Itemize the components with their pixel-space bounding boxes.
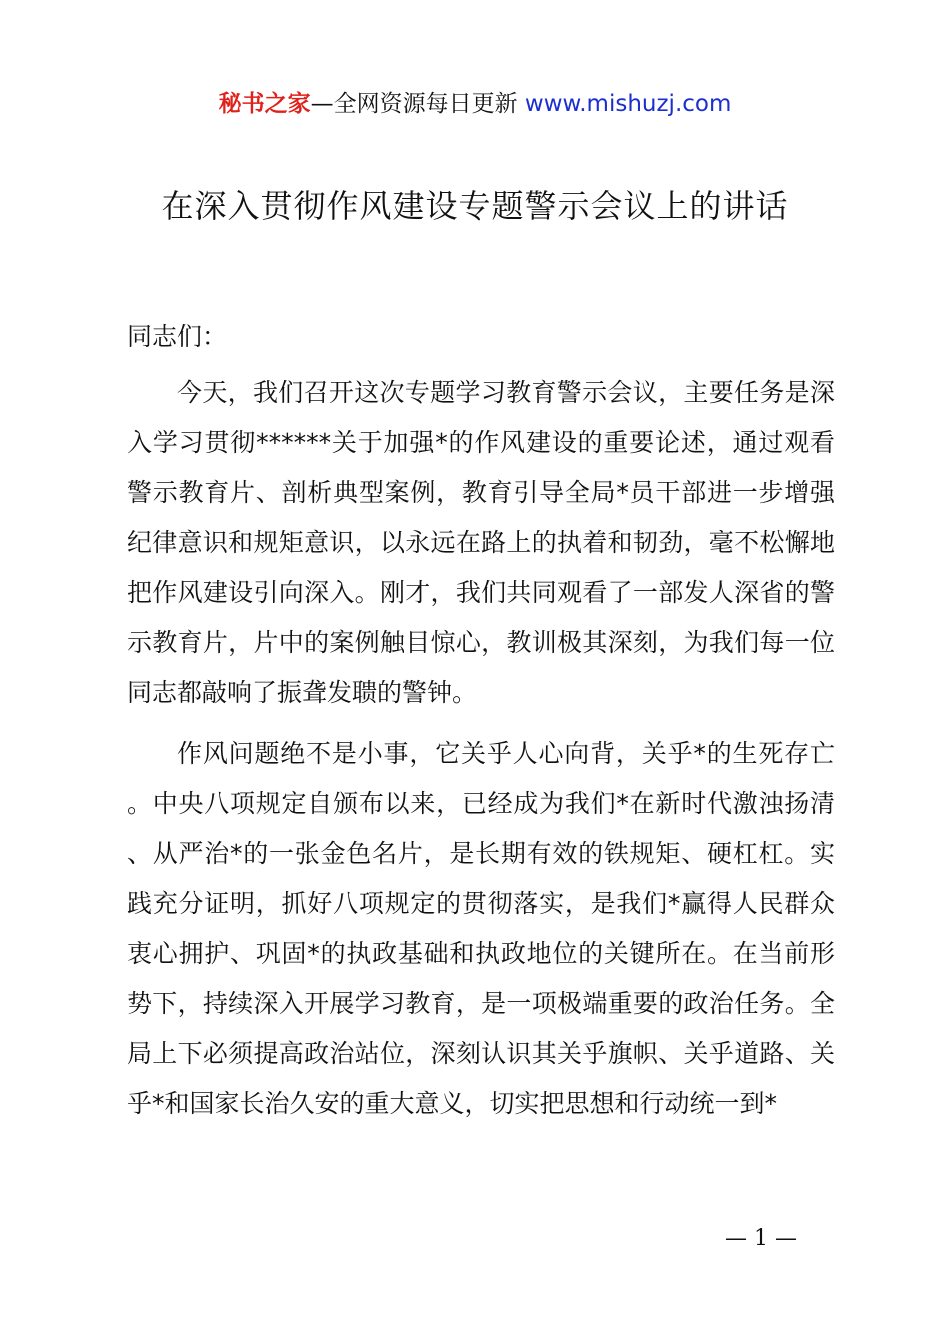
site-header: [0, 88, 950, 120]
body-paragraph: 今天，我们召开这次专题学习教育警示会议，主要任务是深入学习贯彻******关于加强*的作风建设的重要论述，通过观看警示教育片、剖析典型案例，教育引导全局*员干部进一步增强纪律意识和规矩意识，以永远在路上的执着和韧劲，毫不松懈地把作风建设引向深入。刚才，我们共同观看了一部发人深省的警示教育片，片中的案例触目惊心，教训极其深刻，为我们每一位同志都敲响了振聋发聩的警钟。: [127, 378, 835, 707]
salutation: 同志们：: [127, 322, 228, 351]
document-title: 在深入贯彻作风建设专题警示会议上的讲话: [161, 187, 789, 225]
header-tagline: —全网资源每日更新: [310, 91, 525, 117]
body-paragraph: 作风问题绝不是小事，它关乎人心向背，关乎*的生死存亡。中央八项规定自颁布以来，已经成为我们*在新时代激浊扬清、从严治*的一张金色名片，是长期有效的铁规矩、硬杠杠。实践充分证明，抓好八项规定的贯彻落实，是我们*赢得人民群众衷心拥护、巩固*的执政基础和执政地位的关键所在。在当前形势下，持续深入开展学习教育，是一项极端重要的政治任务。全局上下必须提高政治站位，深刻认识其关乎旗帜、关乎道路、关乎*和国家长治久安的重大意义，切实把思想和行动统一到*: [127, 739, 835, 1118]
brand-name: 秘书之家: [218, 91, 311, 117]
site-url-link[interactable]: www.mishuzj.com: [524, 91, 732, 117]
document-body: [127, 312, 835, 1129]
page-number: — 1 —: [725, 1226, 797, 1251]
